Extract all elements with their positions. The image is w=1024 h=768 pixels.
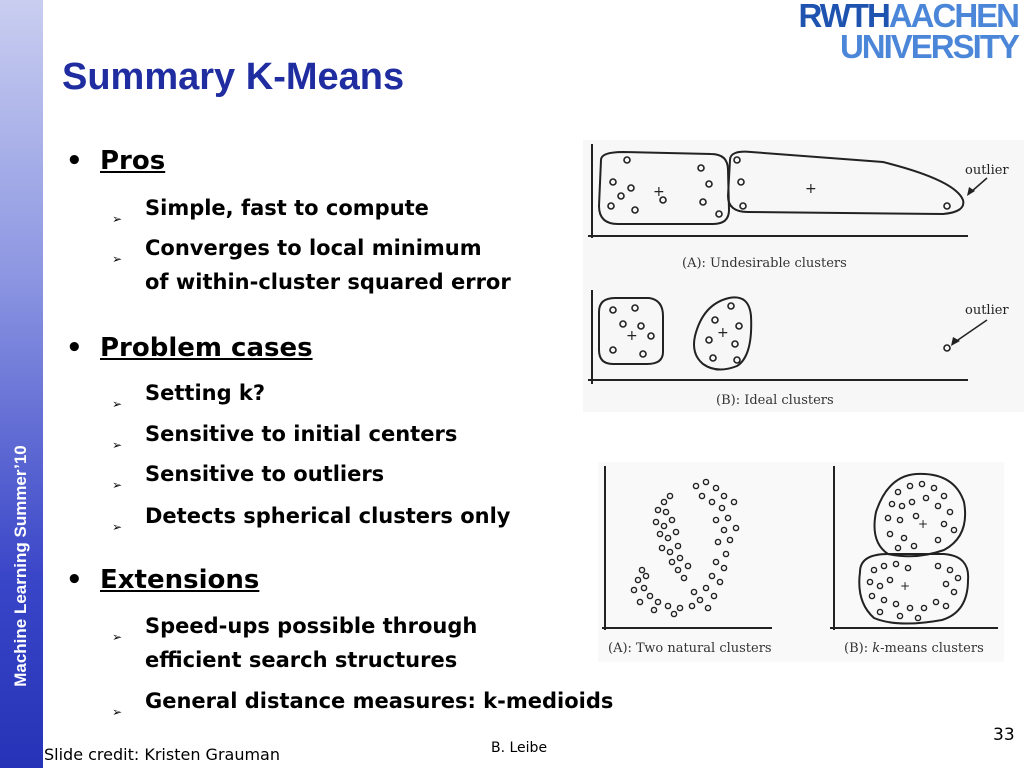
- sub-item-text: General distance measures: k-medioids: [145, 689, 614, 713]
- centroid-marker-a2: +: [805, 181, 817, 197]
- bullet-dot: •: [66, 565, 83, 595]
- university-logo: [798, 0, 1018, 65]
- nonspherical-clusters-figure: [598, 462, 1004, 662]
- sub-item-text: Simple, fast to compute: [145, 196, 429, 220]
- heading-problem-cases: Problem cases: [100, 333, 313, 363]
- slide-title: Summary K-Means: [62, 56, 405, 98]
- author-name: B. Leibe: [491, 740, 548, 756]
- course-label: Machine Learning Summer’10: [11, 445, 30, 687]
- sub-item-text: Sensitive to initial centers: [145, 422, 458, 446]
- caption-ideal: (B): Ideal clusters: [716, 393, 834, 408]
- sub-arrow-icon: ➢: [112, 520, 123, 534]
- sub-arrow-icon: ➢: [112, 478, 123, 492]
- caption-kmeans-prefix: (B):: [844, 641, 873, 656]
- caption-kmeans: [844, 641, 984, 656]
- centroid-marker-b2: +: [717, 325, 729, 341]
- bullet-dot: •: [66, 146, 83, 176]
- sub-arrow-icon: ➢: [112, 705, 123, 719]
- centroid-marker-b1: +: [626, 328, 638, 344]
- sub-item-text: Sensitive to outliers: [145, 462, 385, 486]
- page-number: 33: [993, 725, 1015, 745]
- centroid-marker-d1: +: [918, 517, 929, 531]
- caption-kmeans-suffix: -means clusters: [880, 641, 984, 656]
- bullet-dot: •: [66, 333, 83, 363]
- slide-credit: Slide credit: Kristen Grauman: [44, 745, 280, 764]
- caption-undesirable: (A): Undesirable clusters: [682, 256, 847, 271]
- caption-natural: (A): Two natural clusters: [608, 641, 772, 656]
- centroid-marker-d2: +: [900, 579, 911, 593]
- sub-arrow-icon: ➢: [112, 252, 123, 266]
- sub-arrow-icon: ➢: [112, 630, 123, 644]
- sub-item-text: Speed-ups possible through: [145, 614, 478, 638]
- logo-aachen: AACHEN: [888, 0, 1018, 34]
- sub-item-text: efficient search structures: [145, 648, 458, 672]
- heading-pros: Pros: [100, 146, 166, 176]
- sub-arrow-icon: ➢: [112, 397, 123, 411]
- sub-item-text: Detects spherical clusters only: [145, 504, 511, 528]
- sub-item-text: Converges to local minimum: [145, 236, 482, 260]
- sub-item-text: Setting k?: [145, 381, 266, 405]
- outlier-label-b: outlier: [965, 303, 1009, 318]
- sub-arrow-icon: ➢: [112, 438, 123, 452]
- logo-rwth: RWTH: [798, 0, 889, 34]
- figure-background: [583, 140, 1024, 412]
- sidebar-band: [0, 0, 43, 768]
- sub-arrow-icon: ➢: [112, 212, 123, 226]
- centroid-marker-a1: +: [653, 184, 665, 200]
- figure-background: [598, 462, 1004, 662]
- caption-kmeans-italic: k: [872, 641, 881, 656]
- sub-item-text: of within-cluster squared error: [145, 270, 511, 294]
- outlier-label-a: outlier: [965, 163, 1009, 178]
- outlier-clusters-figure: [583, 140, 1024, 412]
- logo-university: UNIVERSITY: [839, 28, 1018, 65]
- heading-extensions: Extensions: [100, 565, 260, 595]
